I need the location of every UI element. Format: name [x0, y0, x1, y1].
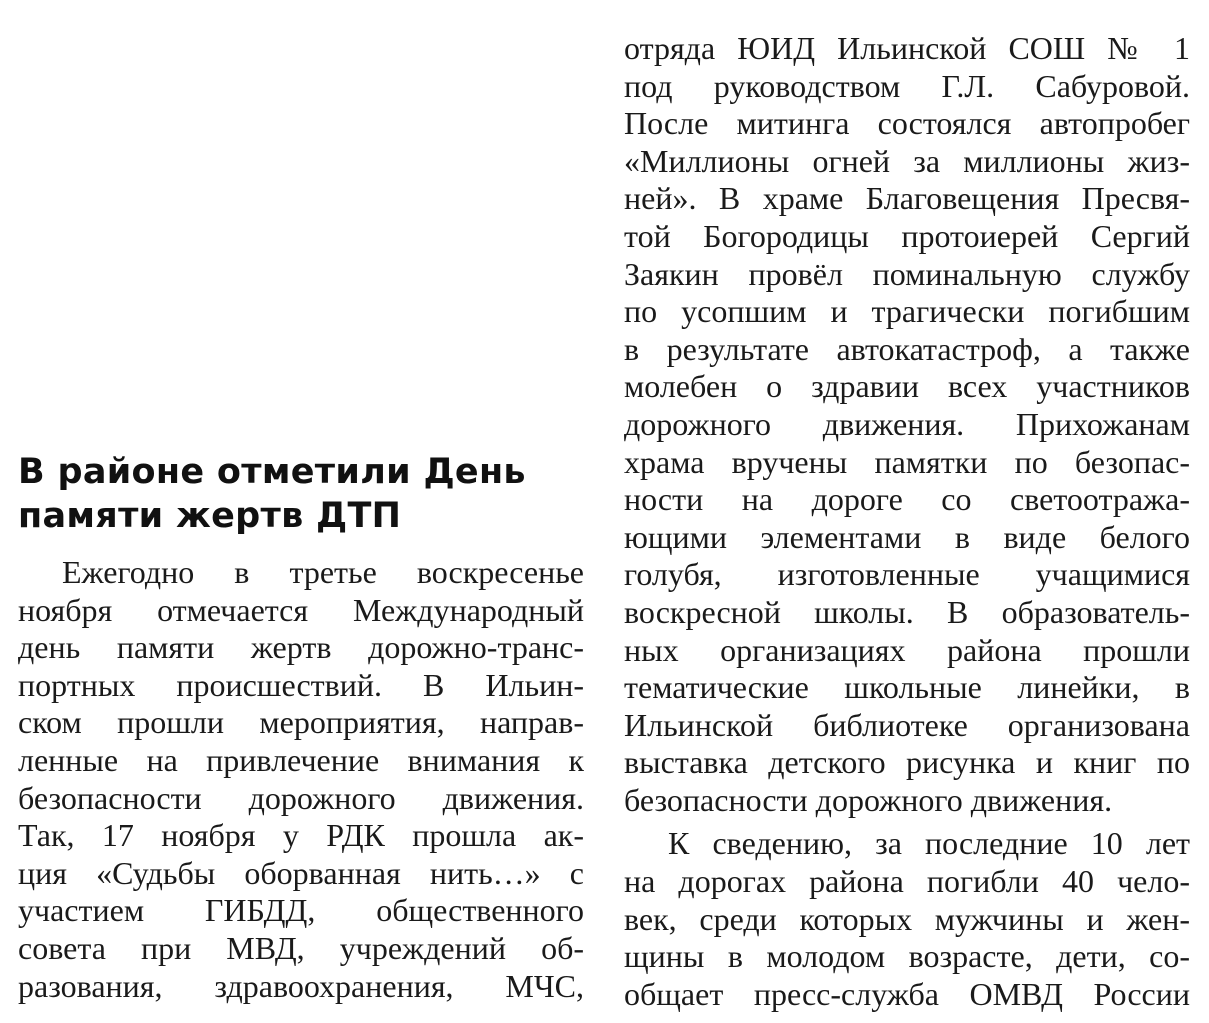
text-line: ция «Судьбы оборванная нить…» с	[18, 854, 584, 891]
article-paragraph-1	[18, 554, 584, 1005]
text-line: по усопшим и трагически погибшим	[624, 293, 1190, 330]
text-line: К сведению, за последние 10 лет	[668, 825, 1190, 862]
text-line: общает пресс-служба ОМВД России	[624, 975, 1190, 1012]
text-line: Ильинской библиотеке организована	[624, 706, 1190, 743]
text-line: под руководством Г.Л. Сабуровой.	[624, 67, 1190, 104]
text-line: ноября отмечается Международный	[18, 591, 584, 628]
headline-line: В районе отметили День	[18, 452, 526, 492]
text-line: храма вручены памятки по безопас-	[624, 443, 1190, 480]
text-line: той Богородицы протоиерей Сергий	[624, 217, 1190, 254]
text-line: участием ГИБДД, общественного	[18, 892, 584, 929]
text-line: дорожного движения. Прихожанам	[624, 405, 1190, 442]
text-line: ней». В храме Благовещения Пресвя-	[624, 180, 1190, 217]
text-line: ском прошли мероприятия, направ-	[18, 704, 584, 741]
headline-line: памяти жертв ДТП	[18, 496, 402, 536]
article-right-column	[624, 30, 1190, 1013]
text-line: век, среди которых мужчины и жен-	[624, 900, 1190, 937]
text-line: воскресной школы. В образователь-	[624, 593, 1190, 630]
text-line: После митинга состоялся автопробег	[624, 105, 1190, 142]
text-line: безопасности дорожного движения.	[624, 781, 1113, 818]
text-line: голубя, изготовленные учащимися	[624, 556, 1190, 593]
text-line: тематические школьные линейки, в	[624, 669, 1190, 706]
text-line: ных организациях района прошли	[624, 631, 1190, 668]
text-line: «Миллионы огней за миллионы жиз-	[624, 142, 1190, 179]
text-line: ющими элементами в виде белого	[624, 518, 1190, 555]
text-line: разования, здравоохранения, МЧС,	[18, 967, 584, 1004]
text-line: безопасности дорожного движения.	[18, 779, 584, 816]
text-line: Ежегодно в третье воскресенье	[62, 554, 584, 590]
article-paragraph-1-continued	[624, 30, 1190, 819]
text-line: молебен о здравии всех участников	[624, 368, 1190, 405]
text-line: в результате автокатастроф, а также	[624, 330, 1190, 367]
text-line: день памяти жертв дорожно-транс-	[18, 629, 584, 666]
text-line: ности на дороге со светоотража-	[624, 481, 1190, 518]
text-line: совета при МВД, учреждений об-	[18, 929, 584, 966]
text-line: щины в молодом возрасте, дети, со-	[624, 938, 1190, 975]
text-line: Заякин провёл поминальную службу	[624, 255, 1190, 292]
text-line: выставка детского рисунка и книг по	[624, 744, 1190, 781]
text-line: ленные на привлечение внимания к	[18, 741, 584, 778]
article-headline	[18, 450, 584, 538]
text-line: портных происшествий. В Ильин-	[18, 666, 584, 703]
article-left-column	[18, 450, 584, 1005]
text-line: отряда ЮИД Ильинской СОШ № 1	[624, 30, 1190, 66]
article-paragraph-2	[624, 825, 1190, 1013]
text-line: на дорогах района погибли 40 чело-	[624, 863, 1190, 900]
text-line: Так, 17 ноября у РДК прошла ак-	[18, 817, 584, 854]
